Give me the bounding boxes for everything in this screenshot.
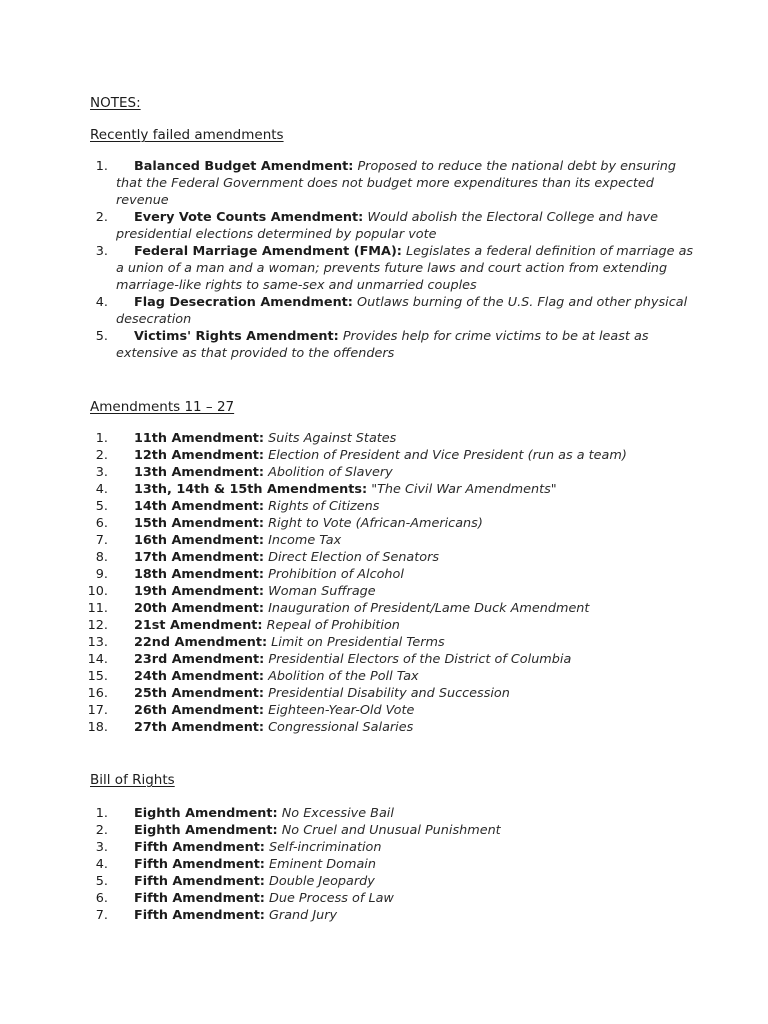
item-number: 2. bbox=[95, 210, 108, 225]
item-number: 3. bbox=[95, 244, 108, 259]
amendment-name: Fifth Amendment: bbox=[134, 908, 265, 923]
list-item bbox=[0, 294, 768, 328]
list-item bbox=[0, 907, 768, 924]
item-first-line bbox=[0, 651, 768, 668]
amendments-11-27-list bbox=[0, 430, 768, 736]
amendment-description: Income Tax bbox=[268, 533, 342, 548]
list-item bbox=[0, 566, 768, 583]
item-first-line bbox=[0, 873, 768, 890]
amendment-description: Abolition of the Poll Tax bbox=[268, 669, 419, 684]
amendment-name: Fifth Amendment: bbox=[134, 840, 265, 855]
item-first-line bbox=[0, 600, 768, 617]
amendment-name: 13th, 14th & 15th Amendments: bbox=[134, 482, 368, 497]
item-number: 18. bbox=[87, 720, 108, 735]
item-first-line bbox=[0, 839, 768, 856]
item-number: 1. bbox=[95, 431, 108, 446]
amendment-description: Self-incrimination bbox=[269, 840, 382, 855]
amendment-name: 24th Amendment: bbox=[134, 669, 265, 684]
list-item bbox=[0, 685, 768, 702]
list-item bbox=[0, 873, 768, 890]
amendment-description: Woman Suffrage bbox=[268, 584, 376, 599]
item-number: 14. bbox=[87, 652, 108, 667]
item-first-line bbox=[0, 481, 768, 498]
item-first-line bbox=[0, 447, 768, 464]
item-number: 5. bbox=[95, 329, 108, 344]
item-first-line bbox=[0, 719, 768, 736]
item-number: 6. bbox=[95, 891, 108, 906]
amendment-description: Congressional Salaries bbox=[268, 720, 414, 735]
item-number: 2. bbox=[95, 448, 108, 463]
list-item bbox=[0, 805, 768, 822]
item-first-line bbox=[0, 907, 768, 924]
list-item bbox=[0, 668, 768, 685]
item-number: 11. bbox=[87, 601, 108, 616]
amendment-name: 15th Amendment: bbox=[134, 516, 265, 531]
item-number: 4. bbox=[95, 857, 108, 872]
item-number: 1. bbox=[95, 806, 108, 821]
list-item bbox=[0, 430, 768, 447]
amendment-description: Grand Jury bbox=[269, 908, 338, 923]
notes-label: NOTES: bbox=[90, 95, 141, 111]
amendment-description: Repeal of Prohibition bbox=[266, 618, 400, 633]
list-item bbox=[0, 839, 768, 856]
item-first-line bbox=[0, 209, 768, 226]
amendment-name: 21st Amendment: bbox=[134, 618, 263, 633]
description-continuation: marriage-like rights to same-sex and unmarried couples bbox=[116, 278, 477, 293]
amendment-name: 23rd Amendment: bbox=[134, 652, 265, 667]
description-continuation: that the Federal Government does not budget more expenditures than its expected bbox=[116, 176, 654, 191]
item-first-line bbox=[0, 702, 768, 719]
item-number: 5. bbox=[95, 874, 108, 889]
amendment-description: Double Jeopardy bbox=[269, 874, 375, 889]
list-item bbox=[0, 447, 768, 464]
list-item bbox=[0, 549, 768, 566]
amendment-name: Every Vote Counts Amendment: bbox=[134, 210, 364, 225]
list-item bbox=[0, 600, 768, 617]
item-number: 16. bbox=[87, 686, 108, 701]
amendment-description: Limit on Presidential Terms bbox=[271, 635, 445, 650]
amendment-description: Presidential Disability and Succession bbox=[268, 686, 510, 701]
item-number: 3. bbox=[95, 840, 108, 855]
list-item bbox=[0, 583, 768, 600]
amendment-description: Proposed to reduce the national debt by ensuring bbox=[357, 159, 676, 174]
item-number: 3. bbox=[95, 465, 108, 480]
list-item bbox=[0, 209, 768, 243]
amendment-name: Balanced Budget Amendment: bbox=[134, 159, 354, 174]
description-continuation: presidential elections determined by popular vote bbox=[116, 227, 437, 242]
amendment-name: 16th Amendment: bbox=[134, 533, 265, 548]
item-first-line bbox=[0, 805, 768, 822]
amendment-name: Federal Marriage Amendment (FMA): bbox=[134, 244, 402, 259]
item-number: 5. bbox=[95, 499, 108, 514]
list-item bbox=[0, 651, 768, 668]
list-item bbox=[0, 719, 768, 736]
amendment-description: Abolition of Slavery bbox=[268, 465, 393, 480]
item-number: 8. bbox=[95, 550, 108, 565]
item-first-line bbox=[0, 856, 768, 873]
list-item bbox=[0, 243, 768, 294]
item-first-line bbox=[0, 822, 768, 839]
amendment-name: 11th Amendment: bbox=[134, 431, 265, 446]
item-first-line bbox=[0, 532, 768, 549]
amendment-description: Would abolish the Electoral College and have bbox=[367, 210, 658, 225]
amendment-name: Eighth Amendment: bbox=[134, 806, 278, 821]
amendment-name: Eighth Amendment: bbox=[134, 823, 278, 838]
failed-amendments-list bbox=[0, 158, 768, 362]
bill-of-rights-list bbox=[0, 805, 768, 924]
item-first-line bbox=[0, 243, 768, 260]
item-first-line bbox=[0, 566, 768, 583]
amendments-11-27-heading: Amendments 11 – 27 bbox=[90, 399, 235, 415]
item-number: 6. bbox=[95, 516, 108, 531]
item-first-line bbox=[0, 617, 768, 634]
amendment-name: 26th Amendment: bbox=[134, 703, 265, 718]
description-continuation: revenue bbox=[116, 193, 169, 208]
item-first-line bbox=[0, 549, 768, 566]
amendment-name: 19th Amendment: bbox=[134, 584, 265, 599]
amendment-name: 14th Amendment: bbox=[134, 499, 265, 514]
amendment-description: Presidential Electors of the District of Columbia bbox=[268, 652, 572, 667]
item-number: 10. bbox=[87, 584, 108, 599]
amendment-name: Fifth Amendment: bbox=[134, 857, 265, 872]
amendment-description: Provides help for crime victims to be at least as bbox=[342, 329, 649, 344]
item-number: 1. bbox=[95, 159, 108, 174]
description-continuation: desecration bbox=[116, 312, 192, 327]
amendment-name: Fifth Amendment: bbox=[134, 874, 265, 889]
description-continuation: extensive as that provided to the offenders bbox=[116, 346, 395, 361]
item-first-line bbox=[0, 634, 768, 651]
amendment-description: Rights of Citizens bbox=[268, 499, 380, 514]
amendment-name: Fifth Amendment: bbox=[134, 891, 265, 906]
list-item bbox=[0, 532, 768, 549]
item-first-line bbox=[0, 294, 768, 311]
list-item bbox=[0, 328, 768, 362]
item-number: 4. bbox=[95, 295, 108, 310]
item-number: 4. bbox=[95, 482, 108, 497]
item-first-line bbox=[0, 685, 768, 702]
amendment-description: Eighteen-Year-Old Vote bbox=[268, 703, 415, 718]
amendment-description: No Excessive Bail bbox=[281, 806, 394, 821]
list-item bbox=[0, 702, 768, 719]
amendment-description: Outlaws burning of the U.S. Flag and other physical bbox=[357, 295, 688, 310]
amendment-description: "The Civil War Amendments" bbox=[371, 482, 557, 497]
description-continuation: a union of a man and a woman; prevents future laws and court action from extending bbox=[116, 261, 668, 276]
list-item bbox=[0, 515, 768, 532]
item-number: 12. bbox=[87, 618, 108, 633]
amendment-description: No Cruel and Unusual Punishment bbox=[281, 823, 501, 838]
amendment-name: Victims' Rights Amendment: bbox=[134, 329, 339, 344]
list-item bbox=[0, 481, 768, 498]
amendment-name: 22nd Amendment: bbox=[134, 635, 268, 650]
amendment-name: 25th Amendment: bbox=[134, 686, 265, 701]
amendment-description: Right to Vote (African-Americans) bbox=[268, 516, 483, 531]
item-first-line bbox=[0, 668, 768, 685]
item-number: 9. bbox=[95, 567, 108, 582]
list-item bbox=[0, 617, 768, 634]
item-number: 15. bbox=[87, 669, 108, 684]
amendment-name: 20th Amendment: bbox=[134, 601, 265, 616]
list-item bbox=[0, 890, 768, 907]
amendment-name: 12th Amendment: bbox=[134, 448, 265, 463]
list-item bbox=[0, 464, 768, 481]
item-number: 7. bbox=[95, 908, 108, 923]
bill-of-rights-heading: Bill of Rights bbox=[90, 772, 175, 788]
amendment-name: 18th Amendment: bbox=[134, 567, 265, 582]
list-item bbox=[0, 498, 768, 515]
item-number: 2. bbox=[95, 823, 108, 838]
item-first-line bbox=[0, 158, 768, 175]
amendment-name: 13th Amendment: bbox=[134, 465, 265, 480]
amendment-name: 17th Amendment: bbox=[134, 550, 265, 565]
amendment-description: Election of President and Vice President (run as a team) bbox=[268, 448, 627, 463]
amendment-description: Legislates a federal definition of marriage as bbox=[406, 244, 694, 259]
amendment-description: Prohibition of Alcohol bbox=[268, 567, 404, 582]
item-number: 17. bbox=[87, 703, 108, 718]
amendment-description: Eminent Domain bbox=[269, 857, 376, 872]
list-item bbox=[0, 634, 768, 651]
amendment-description: Due Process of Law bbox=[269, 891, 394, 906]
amendment-description: Direct Election of Senators bbox=[268, 550, 440, 565]
list-item bbox=[0, 158, 768, 209]
item-first-line bbox=[0, 890, 768, 907]
list-item bbox=[0, 822, 768, 839]
list-item bbox=[0, 856, 768, 873]
item-first-line bbox=[0, 583, 768, 600]
item-first-line bbox=[0, 498, 768, 515]
amendment-name: 27th Amendment: bbox=[134, 720, 265, 735]
item-first-line bbox=[0, 430, 768, 447]
item-first-line bbox=[0, 515, 768, 532]
amendment-description: Inauguration of President/Lame Duck Amendment bbox=[268, 601, 590, 616]
amendment-description: Suits Against States bbox=[268, 431, 397, 446]
item-number: 13. bbox=[87, 635, 108, 650]
failed-amendments-heading: Recently failed amendments bbox=[90, 127, 284, 143]
amendment-name: Flag Desecration Amendment: bbox=[134, 295, 353, 310]
item-first-line bbox=[0, 328, 768, 345]
item-number: 7. bbox=[95, 533, 108, 548]
item-first-line bbox=[0, 464, 768, 481]
